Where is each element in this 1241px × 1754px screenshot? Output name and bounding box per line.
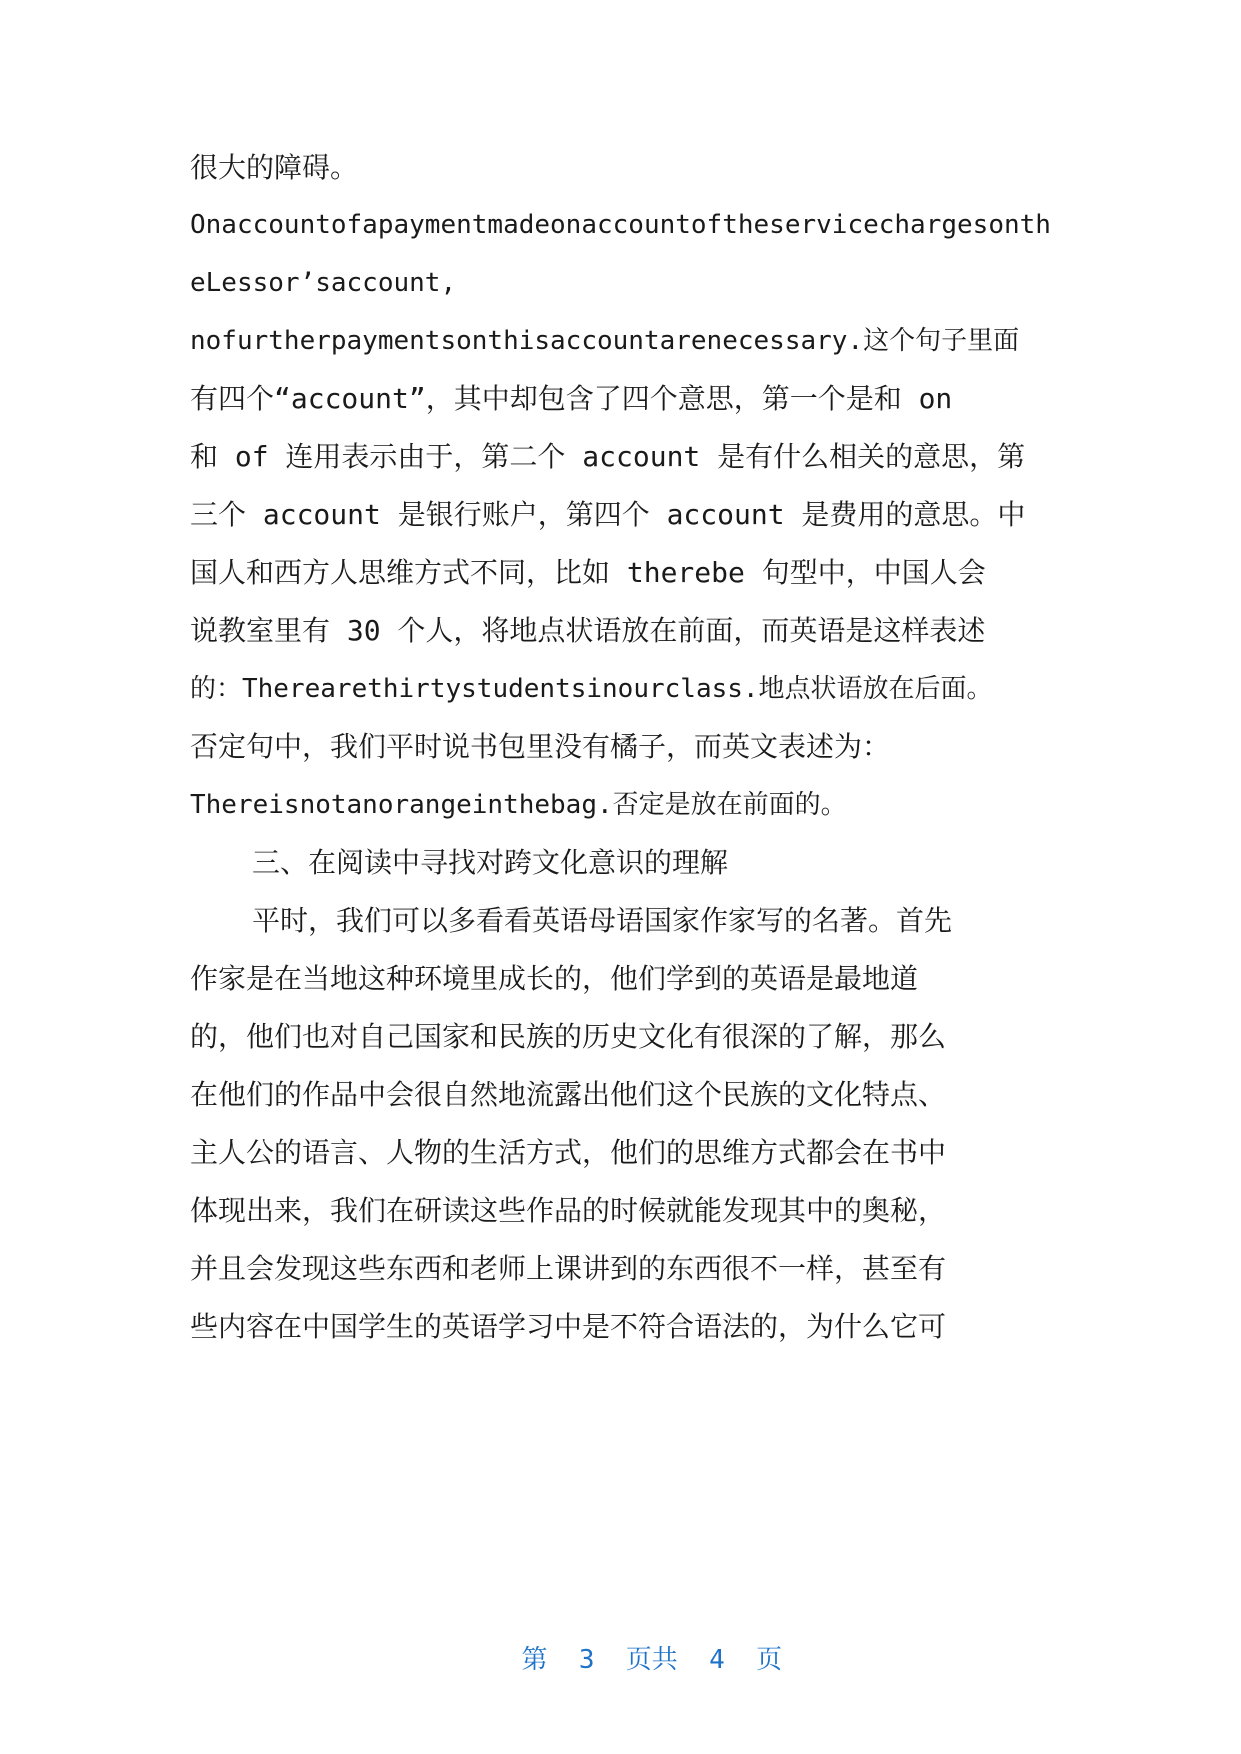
text-line: 作家是在当地这种环境里成长的，他们学到的英语是最地道 <box>190 962 919 995</box>
text-line: 些内容在中国学生的英语学习中是不符合语法的，为什么它可 <box>190 1310 947 1343</box>
text-line: 有四个“account”，其中却包含了四个意思，第一个是和 on <box>190 382 953 415</box>
text-line: 否定句中，我们平时说书包里没有橘子，而英文表述为： <box>190 730 891 763</box>
text-line: Onaccountofapaymentmadeonaccountoftheservicechargesonth <box>190 210 1051 240</box>
text-line: 三个 account 是银行账户，第四个 account 是费用的意思。中 <box>190 498 1026 531</box>
text-line: 的：Therearethirtystudentsinourclass.地点状语放在后面。 <box>190 674 993 704</box>
text-line: 体现出来，我们在研读这些作品的时候就能发现其中的奥秘， <box>190 1194 947 1227</box>
text-line: 在他们的作品中会很自然地流露出他们这个民族的文化特点、 <box>190 1078 947 1111</box>
text-line: nofurtherpaymentsonthisaccountarenecessary.这个句子里面 <box>190 326 1020 356</box>
text-line: 主人公的语言、人物的生活方式，他们的思维方式都会在书中 <box>190 1136 947 1169</box>
text-line: Thereisnotanorangeinthebag.否定是放在前面的。 <box>190 790 847 820</box>
text-line: 并且会发现这些东西和老师上课讲到的东西很不一样，甚至有 <box>190 1252 947 1285</box>
text-line: 国人和西方人思维方式不同，比如 therebe 句型中，中国人会 <box>190 556 986 589</box>
page-number-label: 第 3 页共 4 页 <box>521 1645 783 1675</box>
text-line: 和 of 连用表示由于，第二个 account 是有什么相关的意思，第 <box>190 440 1026 473</box>
section-heading: 三、在阅读中寻找对跨文化意识的理解 <box>252 846 729 879</box>
text-line: 的，他们也对自己国家和民族的历史文化有很深的了解，那么 <box>190 1020 947 1053</box>
text-line: 平时，我们可以多看看英语母语国家作家写的名著。首先 <box>252 904 953 937</box>
text-line: 很大的障碍。 <box>190 151 359 184</box>
text-line: 说教室里有 30 个人，将地点状语放在前面，而英语是这样表述 <box>190 614 986 647</box>
text-line: eLessor’saccount, <box>190 268 457 298</box>
page-footer <box>0 1600 1241 1720</box>
